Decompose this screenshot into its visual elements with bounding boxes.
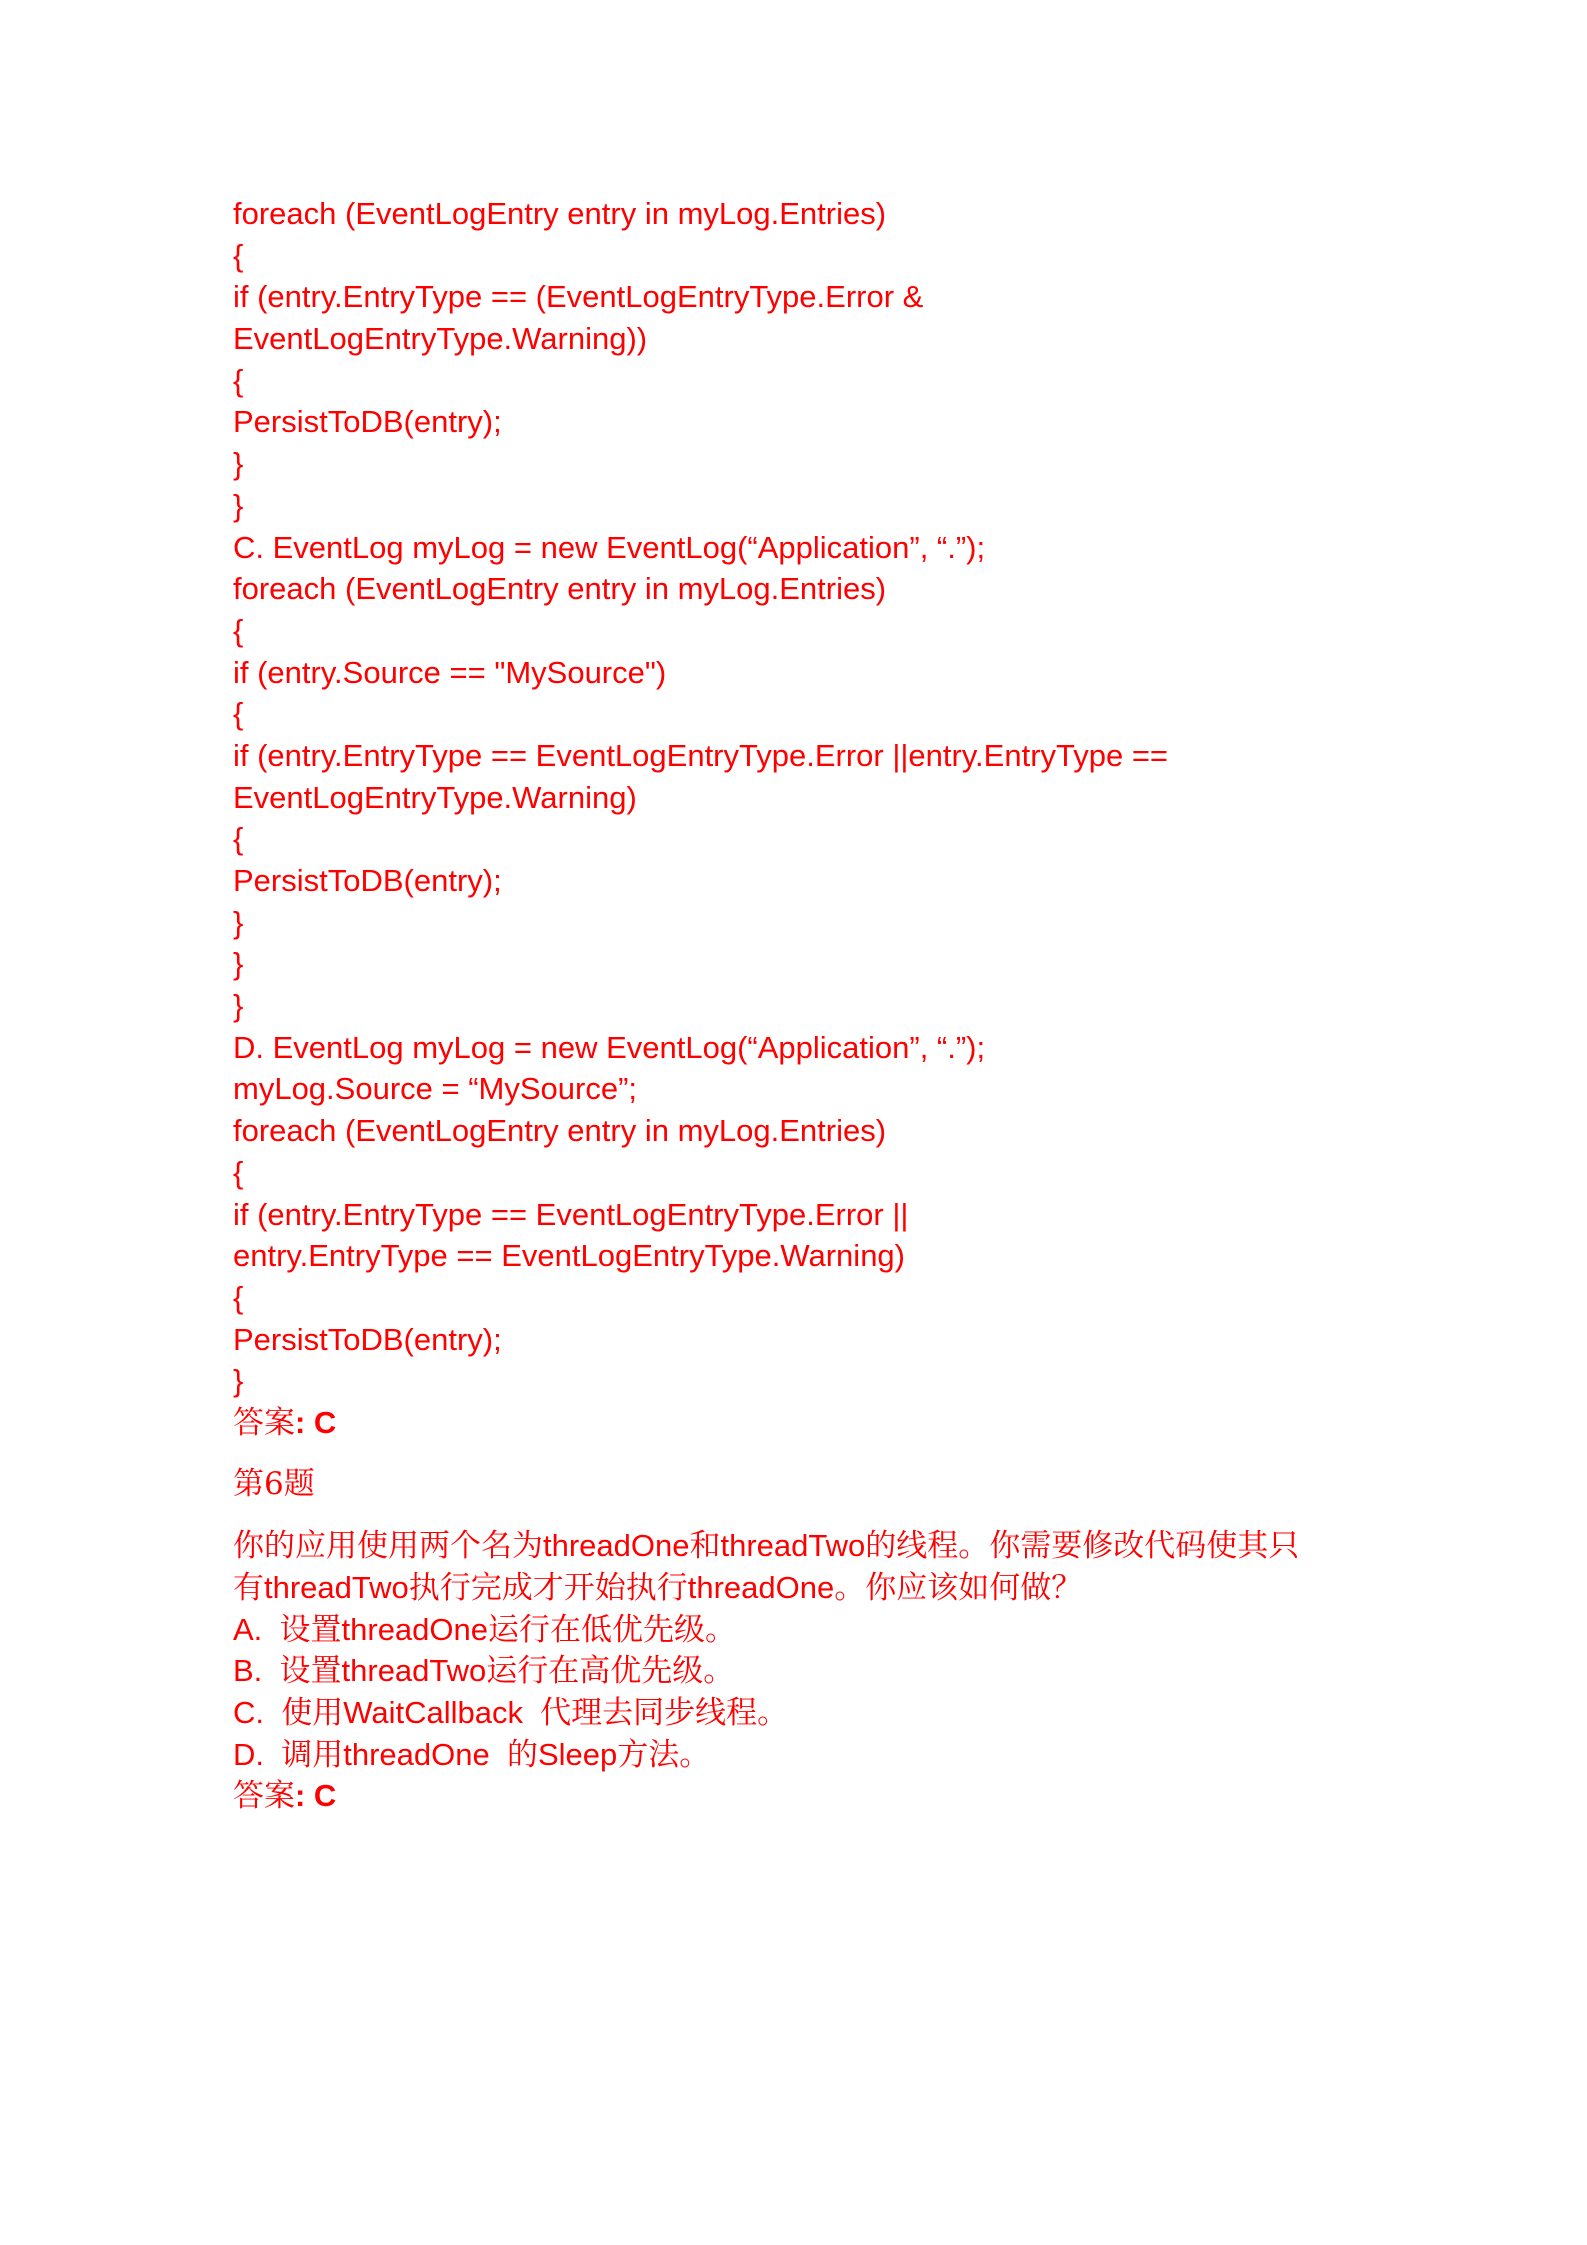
code-line: if (entry.EntryType == EventLogEntryType.Error ||: [233, 1196, 909, 1232]
code-line: {: [233, 821, 244, 857]
option-c: C. 使用WaitCallback 代理去同步线程。: [233, 1695, 789, 1731]
code-line: PersistToDB(entry);: [233, 863, 502, 898]
code-line: {: [233, 696, 244, 732]
answer-question-6: [233, 1775, 1383, 1817]
code-line: {: [233, 1154, 244, 1190]
answer-label: 答案: [233, 1778, 295, 1815]
code-block: [233, 193, 1383, 1402]
code-line: entry.EntryType == EventLogEntryType.Warning): [233, 1238, 905, 1274]
option-b: B. 设置threadTwo运行在高优先级。: [233, 1653, 735, 1689]
answer-label: 答案: [233, 1404, 295, 1441]
code-line: EventLogEntryType.Warning)): [233, 321, 648, 357]
option-d: D. 调用threadOne 的Sleep方法。: [233, 1736, 711, 1772]
code-line: }: [233, 446, 244, 482]
code-line: PersistToDB(entry);: [233, 404, 502, 440]
code-line: myLog.Source = “MySource”;: [233, 1071, 638, 1107]
code-line: foreach (EventLogEntry entry in myLog.Entries): [233, 196, 887, 231]
answer-value: : C: [295, 1778, 337, 1814]
code-line: }: [233, 1363, 244, 1399]
question-title: 第6题: [233, 1465, 315, 1502]
question-text-line: 有threadTwo执行完成才开始执行threadOne。你应该如何做？: [233, 1570, 1083, 1605]
answer-value: : C: [295, 1404, 337, 1440]
code-line: D. EventLog myLog = new EventLog(“Application”, “.”);: [233, 1029, 986, 1065]
code-line: {: [233, 362, 244, 398]
code-line: if (entry.Source == "MySource"): [233, 654, 667, 690]
code-line: if (entry.EntryType == (EventLogEntryType.Error &: [233, 279, 924, 315]
code-line: foreach (EventLogEntry entry in myLog.Entries): [233, 1113, 887, 1149]
code-line: C. EventLog myLog = new EventLog(“Application”, “.”);: [233, 529, 986, 565]
code-line: }: [233, 904, 244, 940]
answer-previous-question: [233, 1402, 1383, 1444]
code-line: }: [233, 988, 244, 1024]
code-line: EventLogEntryType.Warning): [233, 779, 637, 815]
code-line: PersistToDB(entry);: [233, 1321, 502, 1357]
code-line: {: [233, 612, 244, 648]
code-line: {: [233, 1279, 244, 1315]
option-a: A. 设置threadOne运行在低优先级。: [233, 1611, 737, 1647]
code-line: foreach (EventLogEntry entry in myLog.Entries): [233, 571, 887, 607]
code-line: {: [233, 237, 244, 273]
question-text-line: 你的应用使用两个名为threadOne和threadTwo的线程。你需要修改代码使其只: [233, 1528, 1300, 1564]
code-line: }: [233, 946, 244, 982]
code-line: }: [233, 487, 244, 523]
answer-options: [233, 1609, 1383, 1776]
code-line: if (entry.EntryType == EventLogEntryType.Error ||entry.EntryType ==: [233, 737, 1169, 773]
document-content: [233, 193, 1383, 1817]
question-text: [233, 1525, 1383, 1608]
